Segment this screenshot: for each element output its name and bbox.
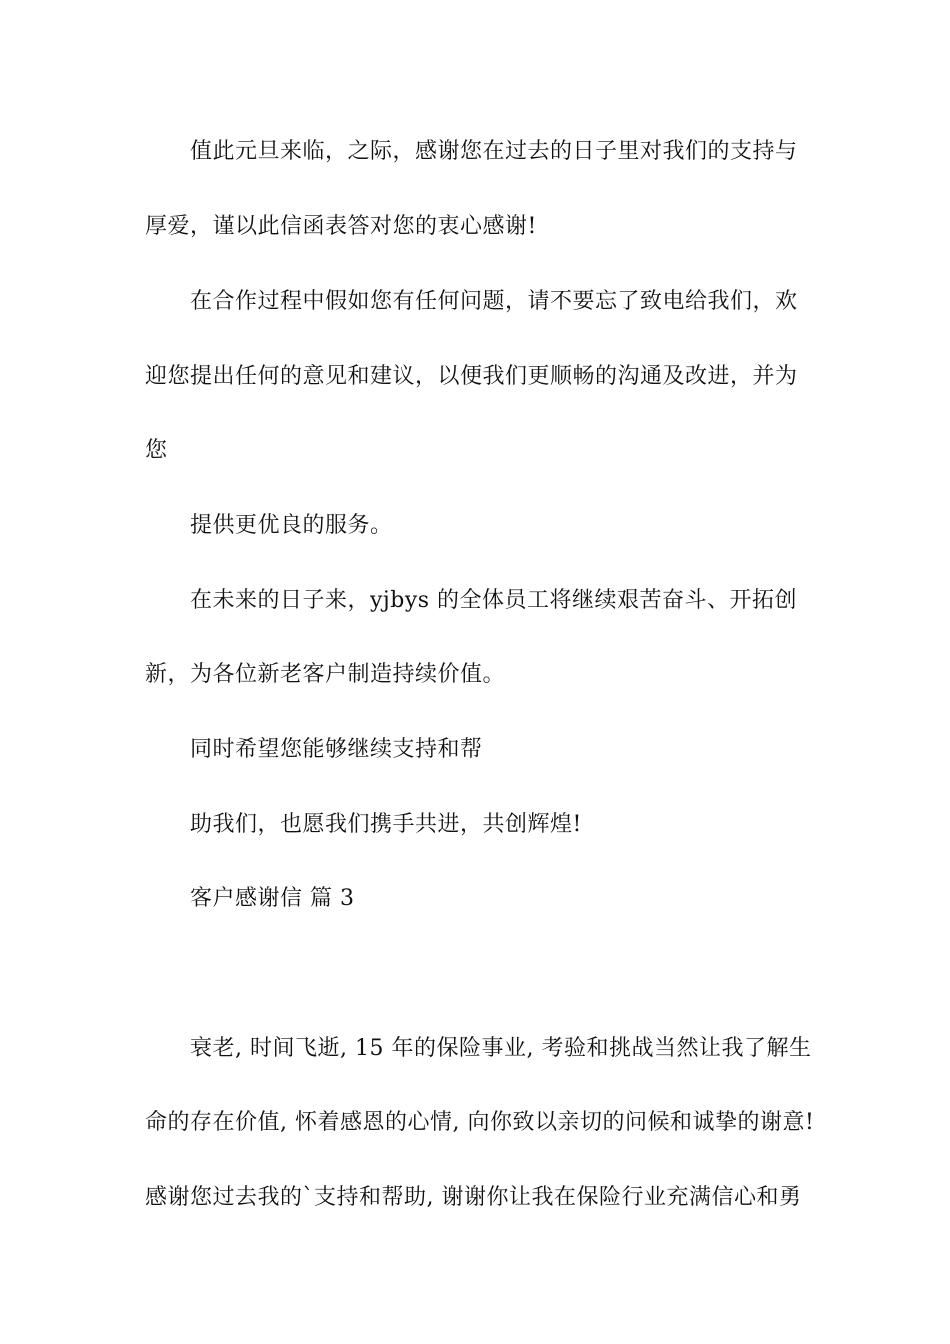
paragraph-line: 您 bbox=[145, 438, 168, 463]
paragraph-line: 同时希望您能够继续支持和帮 bbox=[190, 737, 483, 762]
paragraph-line: 感谢您过去我的`支持和帮助, 谢谢你让我在保险行业充满信心和勇 bbox=[145, 1185, 802, 1210]
paragraph-line: 值此元旦来临，之际，感谢您在过去的日子里对我们的支持与 bbox=[190, 139, 798, 164]
paragraph-line: 衰老, 时间飞逝, 15 年的保险事业, 考验和挑战当然让我了解生 bbox=[190, 1036, 812, 1061]
paragraph-line: 助我们，也愿我们携手共进，共创辉煌! bbox=[190, 812, 582, 837]
paragraph-line: 命的存在价值, 怀着感恩的心情, 向你致以亲切的问候和诚挚的谢意! bbox=[145, 1110, 815, 1135]
paragraph-line: 厚爱，谨以此信函表答对您的衷心感谢! bbox=[145, 214, 537, 239]
paragraph-line: 新，为各位新老客户制造持续价值。 bbox=[145, 662, 506, 687]
paragraph-line: 在未来的日子来，yjbys 的全体员工将继续艰苦奋斗、开拓创 bbox=[190, 588, 798, 613]
section-heading: 客户感谢信 篇 3 bbox=[190, 886, 355, 911]
paragraph-line: 提供更优良的服务。 bbox=[190, 513, 393, 538]
paragraph-line: 迎您提出任何的意见和建议，以便我们更顺畅的沟通及改进，并为 bbox=[145, 364, 798, 389]
paragraph-line: 在合作过程中假如您有任何问题，请不要忘了致电给我们，欢 bbox=[190, 289, 798, 314]
